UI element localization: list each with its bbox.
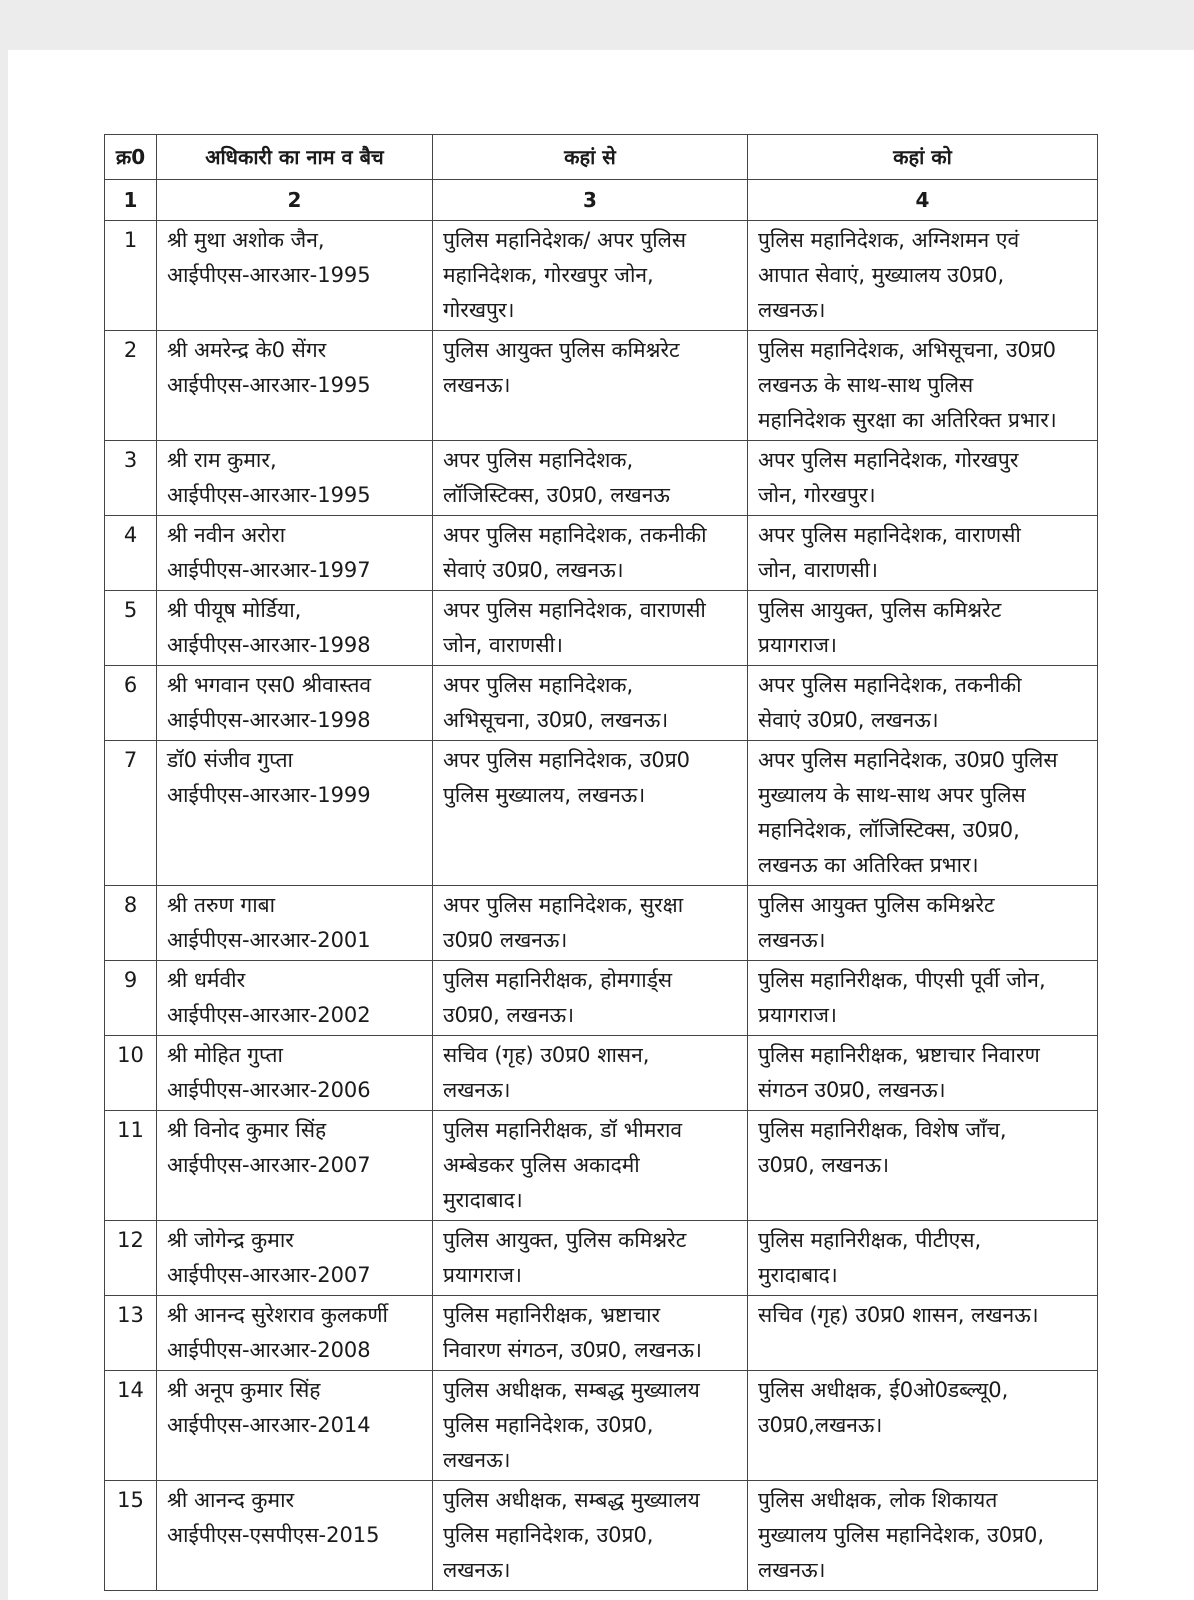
cell-text-line: पुलिस महानिरीक्षक, होमगार्ड्स bbox=[443, 968, 673, 992]
cell-text-line: प्रयागराज। bbox=[443, 1263, 522, 1287]
cell-text-line: अभिसूचना, उ0प्र0, लखनऊ। bbox=[443, 708, 669, 732]
to-posting-cell bbox=[748, 1481, 1098, 1591]
cell-text-line: आईपीएस-आरआर-2014 bbox=[167, 1413, 371, 1437]
cell-text-line: गोरखपुर। bbox=[443, 298, 515, 322]
table-row bbox=[105, 516, 1098, 591]
cell-text-line: लखनऊ। bbox=[443, 373, 511, 397]
serial-number-cell: 3 bbox=[105, 441, 157, 516]
table-header-row bbox=[105, 135, 1098, 180]
cell-text-line: आईपीएस-आरआर-2008 bbox=[167, 1338, 371, 1362]
cell-text-line: अपर पुलिस महानिदेशक, उ0प्र0 bbox=[443, 748, 691, 772]
cell-text-line: श्री विनोद कुमार सिंह bbox=[167, 1118, 327, 1142]
column-number: 2 bbox=[157, 180, 433, 221]
cell-text-line: पुलिस महानिदेशक, उ0प्र0, bbox=[443, 1523, 654, 1547]
cell-text-line: सेवाएं उ0प्र0, लखनऊ। bbox=[758, 708, 939, 732]
serial-number-cell: 6 bbox=[105, 666, 157, 741]
from-posting-cell bbox=[433, 886, 748, 961]
serial-number-cell: 8 bbox=[105, 886, 157, 961]
transfer-table bbox=[104, 134, 1098, 1591]
cell-text-line: श्री आनन्द सुरेशराव कुलकर्णी bbox=[167, 1303, 388, 1327]
cell-text-line: अपर पुलिस महानिदेशक, bbox=[443, 673, 634, 697]
officer-name-cell bbox=[157, 591, 433, 666]
cell-text-line: लॉजिस्टिक्स, उ0प्र0, लखनऊ bbox=[443, 483, 670, 507]
officer-name-cell bbox=[157, 886, 433, 961]
cell-text-line: लखनऊ के साथ-साथ पुलिस bbox=[758, 373, 974, 397]
table-row bbox=[105, 666, 1098, 741]
header-to: कहां को bbox=[748, 135, 1098, 180]
cell-text-line: मुख्यालय पुलिस महानिदेशक, उ0प्र0, bbox=[758, 1523, 1045, 1547]
serial-number-cell: 9 bbox=[105, 961, 157, 1036]
to-posting-cell bbox=[748, 331, 1098, 441]
cell-text-line: अपर पुलिस महानिदेशक, सुरक्षा bbox=[443, 893, 684, 917]
officer-name-cell bbox=[157, 666, 433, 741]
column-number: 4 bbox=[748, 180, 1098, 221]
cell-text-line: सेवाएं उ0प्र0, लखनऊ। bbox=[443, 558, 624, 582]
to-posting-cell bbox=[748, 441, 1098, 516]
officer-name-cell bbox=[157, 331, 433, 441]
cell-text-line: लखनऊ। bbox=[443, 1448, 511, 1472]
cell-text-line: आईपीएस-आरआर-2007 bbox=[167, 1153, 371, 1177]
serial-number-cell: 2 bbox=[105, 331, 157, 441]
cell-text-line: आईपीएस-आरआर-2001 bbox=[167, 928, 371, 952]
cell-text-line: अपर पुलिस महानिदेशक, तकनीकी bbox=[758, 673, 1022, 697]
from-posting-cell bbox=[433, 441, 748, 516]
cell-text-line: श्री राम कुमार, bbox=[167, 448, 277, 472]
header-officer-name: अधिकारी का नाम व बैच bbox=[157, 135, 433, 180]
cell-text-line: पुलिस महानिदेशक/ अपर पुलिस bbox=[443, 228, 687, 252]
serial-number-cell: 14 bbox=[105, 1371, 157, 1481]
cell-text-line: लखनऊ। bbox=[758, 1558, 826, 1582]
from-posting-cell bbox=[433, 516, 748, 591]
officer-name-cell bbox=[157, 221, 433, 331]
serial-number-cell: 5 bbox=[105, 591, 157, 666]
cell-text-line: अपर पुलिस महानिदेशक, उ0प्र0 पुलिस bbox=[758, 748, 1058, 772]
officer-name-cell bbox=[157, 1371, 433, 1481]
cell-text-line: जोन, वाराणसी। bbox=[758, 558, 878, 582]
column-number: 1 bbox=[105, 180, 157, 221]
to-posting-cell bbox=[748, 1371, 1098, 1481]
to-posting-cell bbox=[748, 516, 1098, 591]
cell-text-line: पुलिस अधीक्षक, सम्बद्ध मुख्यालय bbox=[443, 1378, 700, 1402]
from-posting-cell bbox=[433, 1371, 748, 1481]
cell-text-line: श्री अमरेन्द्र के0 सेंगर bbox=[167, 338, 327, 362]
cell-text-line: अपर पुलिस महानिदेशक, तकनीकी bbox=[443, 523, 707, 547]
table-body bbox=[105, 221, 1098, 1591]
cell-text-line: पुलिस महानिरीक्षक, पीएसी पूर्वी जोन, bbox=[758, 968, 1046, 992]
to-posting-cell bbox=[748, 961, 1098, 1036]
cell-text-line: महानिदेशक सुरक्षा का अतिरिक्त प्रभार। bbox=[758, 408, 1057, 432]
cell-text-line: पुलिस महानिरीक्षक, भ्रष्टाचार निवारण bbox=[758, 1043, 1040, 1067]
from-posting-cell bbox=[433, 1036, 748, 1111]
from-posting-cell bbox=[433, 1296, 748, 1371]
serial-number-cell: 13 bbox=[105, 1296, 157, 1371]
cell-text-line: आईपीएस-आरआर-2007 bbox=[167, 1263, 371, 1287]
from-posting-cell bbox=[433, 961, 748, 1036]
cell-text-line: महानिदेशक, लॉजिस्टिक्स, उ0प्र0, bbox=[758, 818, 1020, 842]
cell-text-line: उ0प्र0,लखनऊ। bbox=[758, 1413, 883, 1437]
from-posting-cell bbox=[433, 741, 748, 886]
officer-name-cell bbox=[157, 441, 433, 516]
cell-text-line: अपर पुलिस महानिदेशक, गोरखपुर bbox=[758, 448, 1019, 472]
cell-text-line: अपर पुलिस महानिदेशक, वाराणसी bbox=[443, 598, 706, 622]
cell-text-line: आईपीएस-आरआर-1998 bbox=[167, 708, 371, 732]
table-row bbox=[105, 221, 1098, 331]
to-posting-cell bbox=[748, 1296, 1098, 1371]
to-posting-cell bbox=[748, 1221, 1098, 1296]
cell-text-line: पुलिस अधीक्षक, लोक शिकायत bbox=[758, 1488, 998, 1512]
cell-text-line: पुलिस आयुक्त पुलिस कमिश्नरेट bbox=[443, 338, 680, 362]
cell-text-line: आईपीएस-आरआर-1998 bbox=[167, 633, 371, 657]
serial-number-cell: 4 bbox=[105, 516, 157, 591]
cell-text-line: आईपीएस-आरआर-1995 bbox=[167, 373, 371, 397]
cell-text-line: श्री पीयूष मोर्डिया, bbox=[167, 598, 302, 622]
from-posting-cell bbox=[433, 591, 748, 666]
to-posting-cell bbox=[748, 221, 1098, 331]
to-posting-cell bbox=[748, 1036, 1098, 1111]
from-posting-cell bbox=[433, 221, 748, 331]
cell-text-line: पुलिस मुख्यालय, लखनऊ। bbox=[443, 783, 646, 807]
cell-text-line: अपर पुलिस महानिदेशक, वाराणसी bbox=[758, 523, 1021, 547]
cell-text-line: उ0प्र0 लखनऊ। bbox=[443, 928, 568, 952]
cell-text-line: उ0प्र0, लखनऊ। bbox=[443, 1003, 575, 1027]
officer-name-cell bbox=[157, 1221, 433, 1296]
serial-number-cell: 7 bbox=[105, 741, 157, 886]
cell-text-line: मुरादाबाद। bbox=[758, 1263, 838, 1287]
cell-text-line: लखनऊ। bbox=[758, 928, 826, 952]
cell-text-line: आईपीएस-आरआर-1995 bbox=[167, 263, 371, 287]
serial-number-cell: 1 bbox=[105, 221, 157, 331]
cell-text-line: श्री भगवान एस0 श्रीवास्तव bbox=[167, 673, 372, 697]
table-row bbox=[105, 1371, 1098, 1481]
table-row bbox=[105, 741, 1098, 886]
serial-number-cell: 10 bbox=[105, 1036, 157, 1111]
cell-text-line: श्री धर्मवीर bbox=[167, 968, 246, 992]
table-row bbox=[105, 1111, 1098, 1221]
serial-number-cell: 11 bbox=[105, 1111, 157, 1221]
table-row bbox=[105, 961, 1098, 1036]
to-posting-cell bbox=[748, 1111, 1098, 1221]
cell-text-line: प्रयागराज। bbox=[758, 633, 837, 657]
cell-text-line: लखनऊ। bbox=[443, 1078, 511, 1102]
cell-text-line: महानिदेशक, गोरखपुर जोन, bbox=[443, 263, 654, 287]
cell-text-line: जोन, गोरखपुर। bbox=[758, 483, 876, 507]
cell-text-line: संगठन उ0प्र0, लखनऊ। bbox=[758, 1078, 946, 1102]
from-posting-cell bbox=[433, 1221, 748, 1296]
header-serial: क्र0 bbox=[105, 135, 157, 180]
table-row bbox=[105, 441, 1098, 516]
cell-text-line: पुलिस अधीक्षक, सम्बद्ध मुख्यालय bbox=[443, 1488, 700, 1512]
cell-text-line: पुलिस महानिरीक्षक, पीटीएस, bbox=[758, 1228, 982, 1252]
table-row bbox=[105, 591, 1098, 666]
table-row bbox=[105, 331, 1098, 441]
cell-text-line: पुलिस आयुक्त, पुलिस कमिश्नरेट bbox=[758, 598, 1002, 622]
cell-text-line: श्री नवीन अरोरा bbox=[167, 523, 286, 547]
cell-text-line: पुलिस महानिदेशक, अभिसूचना, उ0प्र0 bbox=[758, 338, 1057, 362]
cell-text-line: उ0प्र0, लखनऊ। bbox=[758, 1153, 890, 1177]
cell-text-line: आईपीएस-एसपीएस-2015 bbox=[167, 1523, 380, 1547]
serial-number-cell: 12 bbox=[105, 1221, 157, 1296]
cell-text-line: श्री मोहित गुप्ता bbox=[167, 1043, 283, 1067]
cell-text-line: लखनऊ का अतिरिक्त प्रभार। bbox=[758, 853, 979, 877]
serial-number-cell: 15 bbox=[105, 1481, 157, 1591]
to-posting-cell bbox=[748, 666, 1098, 741]
cell-text-line: पुलिस अधीक्षक, ई0ओ0डब्ल्यू0, bbox=[758, 1378, 1009, 1402]
to-posting-cell bbox=[748, 741, 1098, 886]
table-row bbox=[105, 1221, 1098, 1296]
officer-name-cell bbox=[157, 1036, 433, 1111]
cell-text-line: लखनऊ। bbox=[443, 1558, 511, 1582]
officer-name-cell bbox=[157, 1111, 433, 1221]
cell-text-line: जोन, वाराणसी। bbox=[443, 633, 563, 657]
document-page bbox=[8, 50, 1194, 1600]
cell-text-line: पुलिस महानिरीक्षक, डॉ भीमराव bbox=[443, 1118, 683, 1142]
cell-text-line: श्री अनूप कुमार सिंह bbox=[167, 1378, 321, 1402]
cell-text-line: अम्बेडकर पुलिस अकादमी bbox=[443, 1153, 640, 1177]
to-posting-cell bbox=[748, 591, 1098, 666]
cell-text-line: आईपीएस-आरआर-1999 bbox=[167, 783, 371, 807]
table-row bbox=[105, 1296, 1098, 1371]
from-posting-cell bbox=[433, 666, 748, 741]
officer-name-cell bbox=[157, 1481, 433, 1591]
cell-text-line: आईपीएस-आरआर-1997 bbox=[167, 558, 371, 582]
table-row bbox=[105, 1481, 1098, 1591]
officer-name-cell bbox=[157, 1296, 433, 1371]
cell-text-line: पुलिस महानिदेशक, अग्निशमन एवं bbox=[758, 228, 1020, 252]
from-posting-cell bbox=[433, 1481, 748, 1591]
cell-text-line: आपात सेवाएं, मुख्यालय उ0प्र0, bbox=[758, 263, 1005, 287]
cell-text-line: सचिव (गृह) उ0प्र0 शासन, bbox=[443, 1043, 650, 1067]
cell-text-line: पुलिस आयुक्त, पुलिस कमिश्नरेट bbox=[443, 1228, 687, 1252]
cell-text-line: मुरादाबाद। bbox=[443, 1188, 523, 1212]
officer-name-cell bbox=[157, 741, 433, 886]
cell-text-line: श्री तरुण गाबा bbox=[167, 893, 276, 917]
cell-text-line: सचिव (गृह) उ0प्र0 शासन, लखनऊ। bbox=[758, 1303, 1039, 1327]
cell-text-line: पुलिस आयुक्त पुलिस कमिश्नरेट bbox=[758, 893, 995, 917]
cell-text-line: आईपीएस-आरआर-2002 bbox=[167, 1003, 371, 1027]
table-row bbox=[105, 1036, 1098, 1111]
cell-text-line: निवारण संगठन, उ0प्र0, लखनऊ। bbox=[443, 1338, 702, 1362]
cell-text-line: प्रयागराज। bbox=[758, 1003, 837, 1027]
header-from: कहां से bbox=[433, 135, 748, 180]
cell-text-line: अपर पुलिस महानिदेशक, bbox=[443, 448, 634, 472]
cell-text-line: डॉ0 संजीव गुप्ता bbox=[167, 748, 293, 772]
officer-name-cell bbox=[157, 516, 433, 591]
cell-text-line: मुख्यालय के साथ-साथ अपर पुलिस bbox=[758, 783, 1026, 807]
cell-text-line: लखनऊ। bbox=[758, 298, 826, 322]
cell-text-line: श्री आनन्द कुमार bbox=[167, 1488, 295, 1512]
cell-text-line: आईपीएस-आरआर-1995 bbox=[167, 483, 371, 507]
officer-name-cell bbox=[157, 961, 433, 1036]
to-posting-cell bbox=[748, 886, 1098, 961]
cell-text-line: पुलिस महानिरीक्षक, भ्रष्टाचार bbox=[443, 1303, 661, 1327]
cell-text-line: श्री मुथा अशोक जैन, bbox=[167, 228, 325, 252]
from-posting-cell bbox=[433, 1111, 748, 1221]
cell-text-line: पुलिस महानिरीक्षक, विशेष जाँच, bbox=[758, 1118, 1007, 1142]
table-row bbox=[105, 886, 1098, 961]
column-number: 3 bbox=[433, 180, 748, 221]
column-number-row bbox=[105, 180, 1098, 221]
cell-text-line: श्री जोगेन्द्र कुमार bbox=[167, 1228, 294, 1252]
from-posting-cell bbox=[433, 331, 748, 441]
cell-text-line: पुलिस महानिदेशक, उ0प्र0, bbox=[443, 1413, 654, 1437]
cell-text-line: आईपीएस-आरआर-2006 bbox=[167, 1078, 371, 1102]
